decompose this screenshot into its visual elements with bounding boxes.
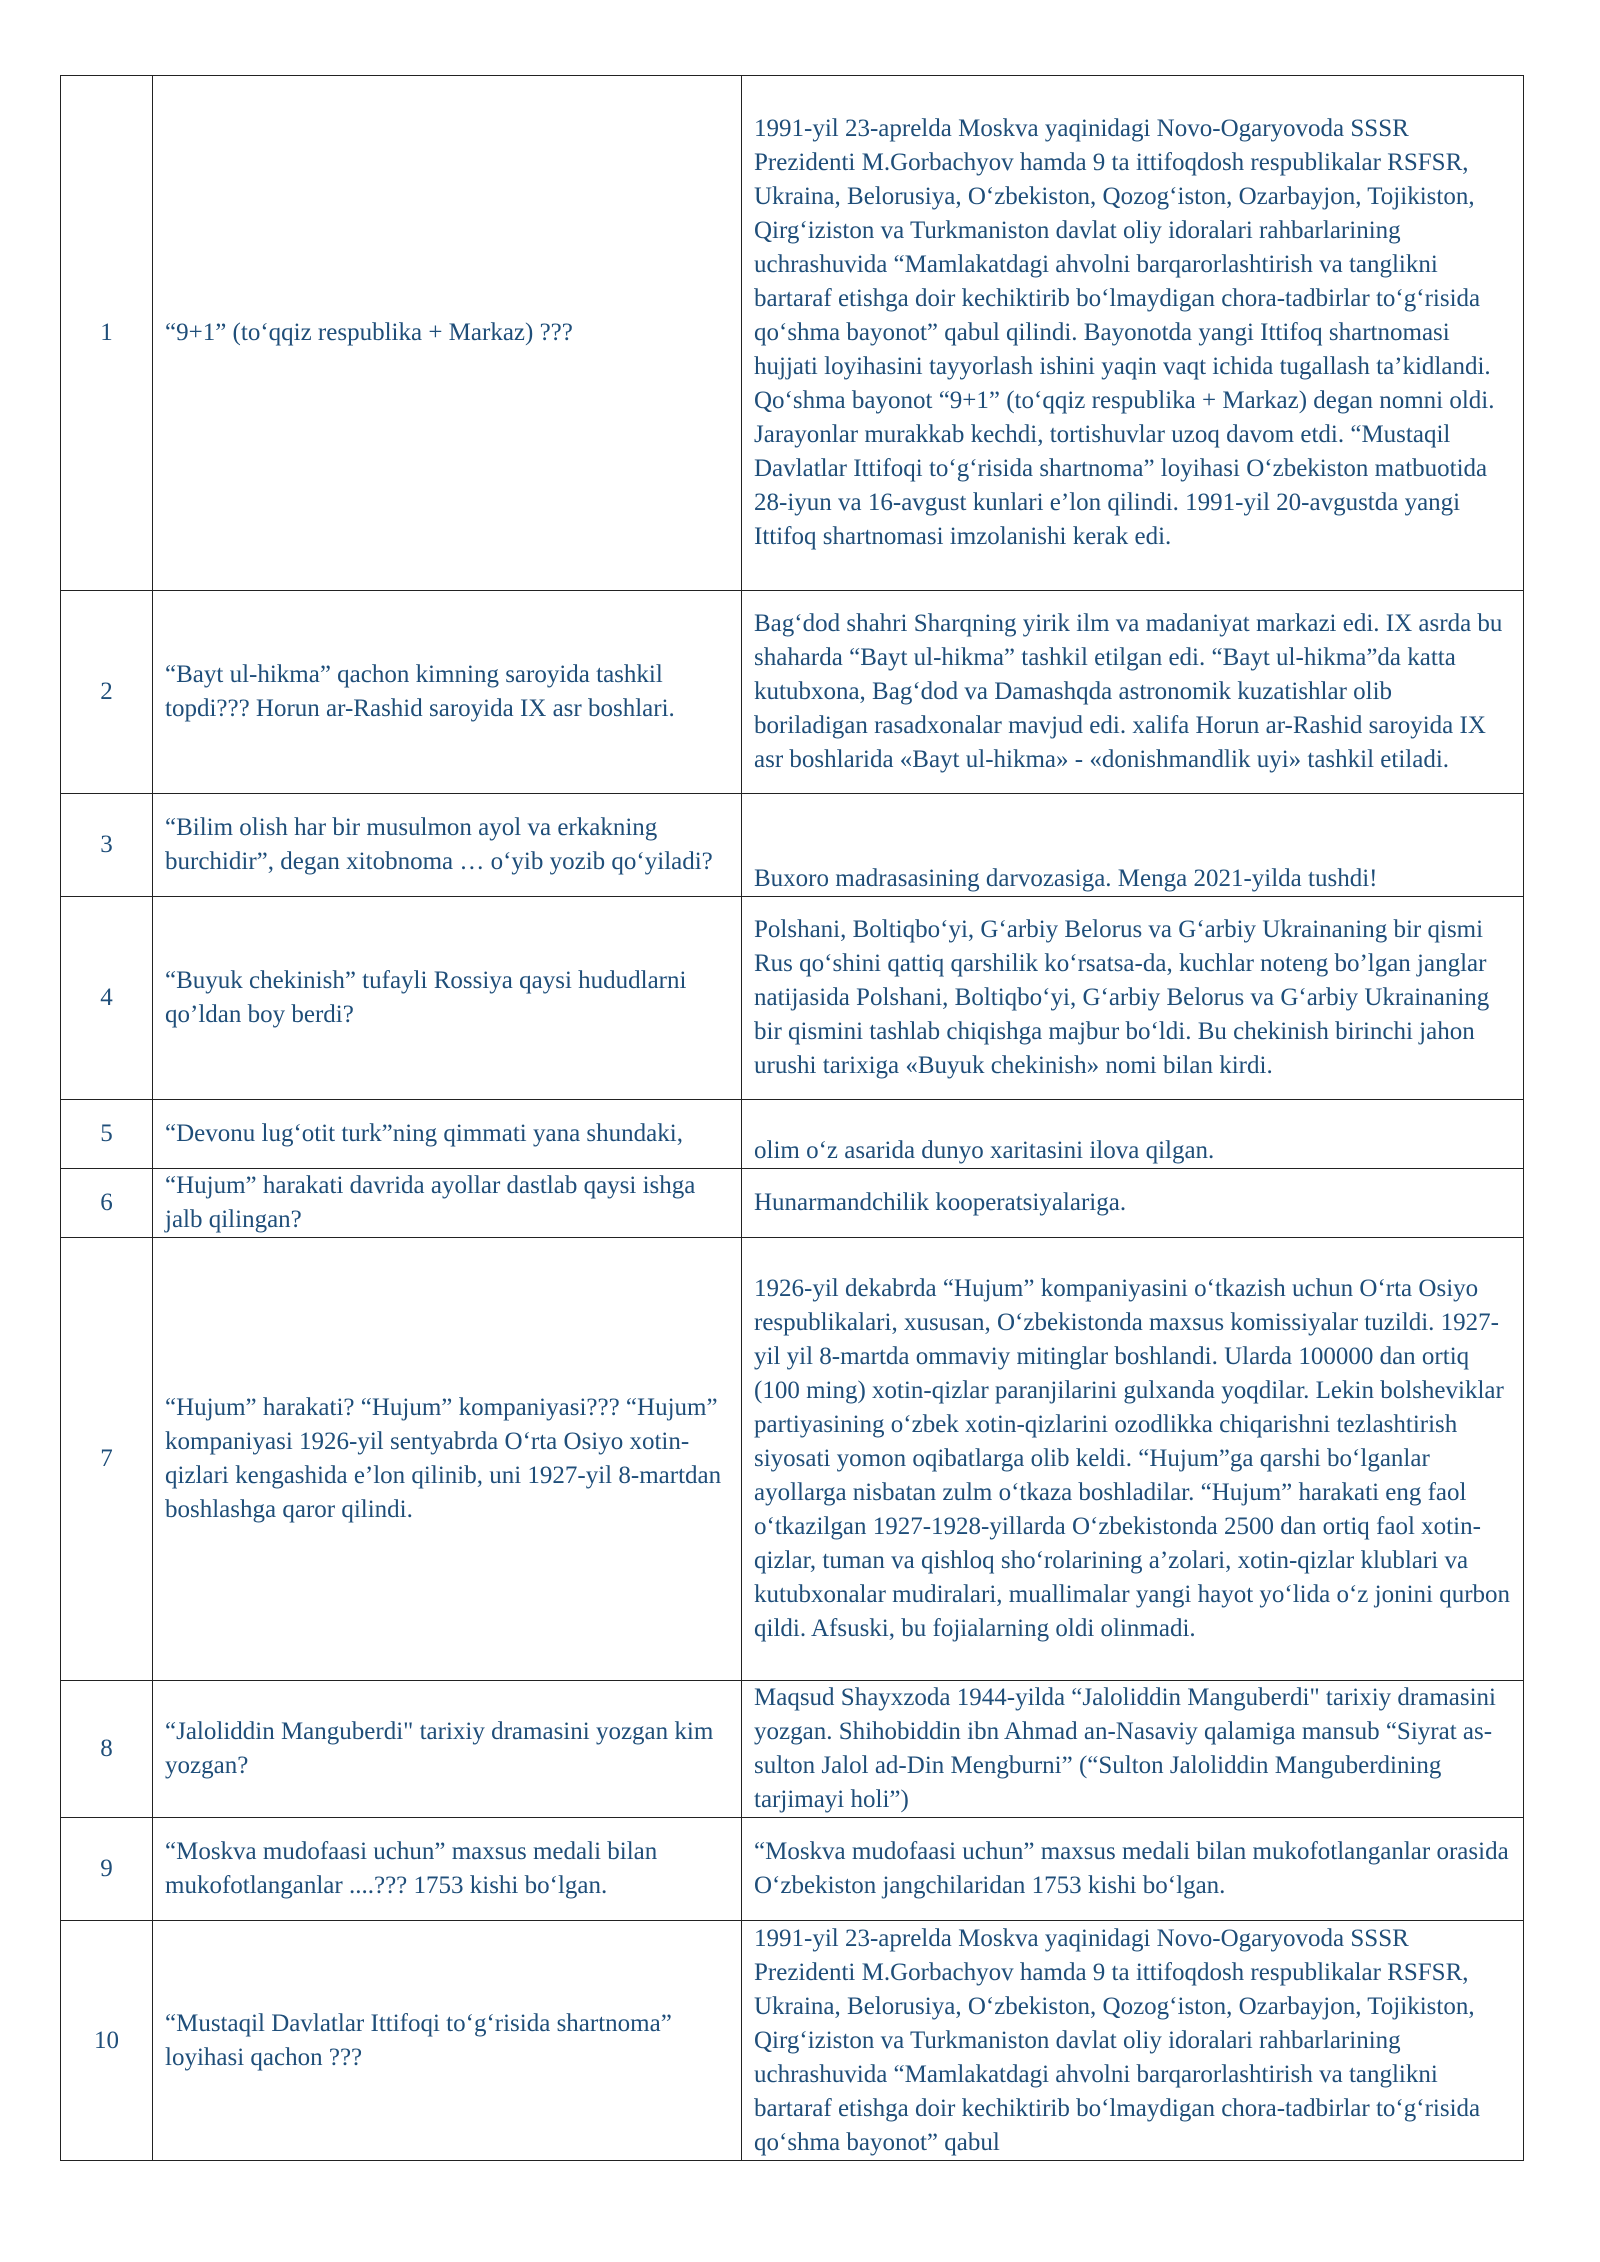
table-row: [61, 1169, 1524, 1238]
table-row: [61, 1921, 1524, 2161]
document-page: [60, 75, 1523, 2161]
answer-cell: 1991-yil 23-aprelda Moskva yaqinidagi Novo-Ogaryovoda SSSR Prezidenti M.Gorbachyov hamda 9 ta ittifoqdosh respublikalar RSFSR, Ukraina, Belorusiya, O‘zbekiston, Qozog‘iston, Ozarbayjon, Tojikiston, Qirg‘iziston va Turkmaniston davlat oliy idoralari rahbarlarining uchrashuvida “Mamlakatdagi ahvolni barqarorlashtirish va tanglikni bartaraf etishga doir kechiktirib bo‘lmaydigan chora-tadbirlar to‘g‘risida qo‘shma bayonot” qabul qilindi. Bayonotda yangi Ittifoq shartnomasi hujjati loyihasini tayyorlash ishini yaqin vaqt ichida tugallash ta’kidlandi. Qo‘shma bayonot “9+1” (to‘qqiz respublika + Markaz) degan nomni oldi. Jarayonlar murakkab kechdi, tortishuvlar uzoq davom etdi. “Mustaqil Davlatlar Ittifoqi to‘g‘risida shartnoma” loyihasi O‘zbekiston matbuotida 28-iyun va 16-avgust kunlari e’lon qilindi. 1991-yil 20-avgustda yangi Ittifoq shartnomasi imzolanishi kerak edi.: [742, 76, 1524, 591]
question-cell: “Bilim olish har bir musulmon ayol va erkakning burchidir”, degan xitobnoma … o‘yib yozib qo‘yiladi?: [153, 794, 742, 897]
answer-cell: Polshani, Boltiqbo‘yi, G‘arbiy Belorus va G‘arbiy Ukrainaning bir qismi Rus qo‘shini qattiq qarshilik ko‘rsatsa-da, kuchlar noteng bo’lgan janglar natijasida Polshani, Boltiqbo‘yi, G‘arbiy Belorus va G‘arbiy Ukrainaning bir qismini tashlab chiqishga majbur bo‘ldi. Bu chekinish birinchi jahon urushi tarixiga «Buyuk chekinish» nomi bilan kirdi.: [742, 897, 1524, 1100]
row-number: 10: [61, 1921, 153, 2161]
question-cell: “Mustaqil Davlatlar Ittifoqi to‘g‘risida shartnoma” loyihasi qachon ???: [153, 1921, 742, 2161]
table-row: [61, 1681, 1524, 1818]
table-row: [61, 591, 1524, 794]
qa-table: [60, 75, 1524, 2161]
table-row: [61, 794, 1524, 897]
question-cell: “Hujum” harakati davrida ayollar dastlab qaysi ishga jalb qilingan?: [153, 1169, 742, 1238]
answer-cell: Buxoro madrasasining darvozasiga. Menga 2021-yilda tushdi!: [742, 794, 1524, 897]
row-number: 8: [61, 1681, 153, 1818]
question-cell: “Jaloliddin Manguberdi" tarixiy dramasini yozgan kim yozgan?: [153, 1681, 742, 1818]
table-row: [61, 76, 1524, 591]
answer-cell: “Moskva mudofaasi uchun” maxsus medali bilan mukofotlanganlar orasida O‘zbekiston jangchilaridan 1753 kishi bo‘lgan.: [742, 1818, 1524, 1921]
question-cell: “Buyuk chekinish” tufayli Rossiya qaysi hududlarni qo’ldan boy berdi?: [153, 897, 742, 1100]
answer-cell: Bag‘dod shahri Sharqning yirik ilm va madaniyat markazi edi. IX asrda bu shaharda “Bayt ul-hikma” tashkil etilgan edi. “Bayt ul-hikma”da katta kutubxona, Bag‘dod va Damashqda astronomik kuzatishlar olib boriladigan rasadxonalar mavjud edi. xalifa Horun ar-Rashid saroyida IX asr boshlarida «Bayt ul-hikma» - «donishmandlik uyi» tashkil etiladi.: [742, 591, 1524, 794]
row-number: 7: [61, 1238, 153, 1681]
table-row: [61, 1100, 1524, 1169]
answer-cell: Maqsud Shayxzoda 1944-yilda “Jaloliddin Manguberdi" tarixiy dramasini yozgan. Shihobiddin ibn Ahmad an-Nasaviy qalamiga mansub “Siyrat as-sulton Jalol ad-Din Mengburni” (“Sulton Jaloliddin Manguberdining tarjimayi holi”): [742, 1681, 1524, 1818]
question-cell: “Devonu lug‘otit turk”ning qimmati yana shundaki,: [153, 1100, 742, 1169]
row-number: 9: [61, 1818, 153, 1921]
table-row: [61, 1818, 1524, 1921]
answer-cell: Hunarmandchilik kooperatsiyalariga.: [742, 1169, 1524, 1238]
answer-cell: olim o‘z asarida dunyo xaritasini ilova qilgan.: [742, 1100, 1524, 1169]
row-number: 4: [61, 897, 153, 1100]
table-row: [61, 897, 1524, 1100]
answer-cell: 1991-yil 23-aprelda Moskva yaqinidagi Novo-Ogaryovoda SSSR Prezidenti M.Gorbachyov hamda 9 ta ittifoqdosh respublikalar RSFSR, Ukraina, Belorusiya, O‘zbekiston, Qozog‘iston, Ozarbayjon, Tojikiston, Qirg‘iziston va Turkmaniston davlat oliy idoralari rahbarlarining uchrashuvida “Mamlakatdagi ahvolni barqarorlashtirish va tanglikni bartaraf etishga doir kechiktirib bo‘lmaydigan chora-tadbirlar to‘g‘risida qo‘shma bayonot” qabul: [742, 1921, 1524, 2161]
question-cell: “Hujum” harakati? “Hujum” kompaniyasi??? “Hujum” kompaniyasi 1926-yil sentyabrda O‘rta Osiyo xotin-qizlari kengashida e’lon qilinib, uni 1927-yil 8-martdan boshlashga qaror qilindi.: [153, 1238, 742, 1681]
row-number: 5: [61, 1100, 153, 1169]
question-cell: “Bayt ul-hikma” qachon kimning saroyida tashkil topdi??? Horun ar-Rashid saroyida IX asr boshlari.: [153, 591, 742, 794]
question-cell: “Moskva mudofaasi uchun” maxsus medali bilan mukofotlanganlar ....??? 1753 kishi bo‘lgan.: [153, 1818, 742, 1921]
question-cell: “9+1” (to‘qqiz respublika + Markaz) ???: [153, 76, 742, 591]
row-number: 1: [61, 76, 153, 591]
table-row: [61, 1238, 1524, 1681]
row-number: 6: [61, 1169, 153, 1238]
row-number: 3: [61, 794, 153, 897]
row-number: 2: [61, 591, 153, 794]
answer-cell: 1926-yil dekabrda “Hujum” kompaniyasini o‘tkazish uchun O‘rta Osiyo respublikalari, xususan, O‘zbekistonda maxsus komissiyalar tuzildi. 1927-yil yil 8-martda ommaviy mitinglar boshlandi. Ularda 100000 dan ortiq (100 ming) xotin-qizlar paranjilarini gulxanda yoqdilar. Lekin bolsheviklar partiyasining o‘zbek xotin-qizlarini ozodlikka chiqarishni tezlashtirish siyosati yomon oqibatlarga olib keldi. “Hujum”ga qarshi bo‘lganlar ayollarga nisbatan zulm o‘tkaza boshladilar. “Hujum” harakati eng faol o‘tkazilgan 1927-1928-yillarda O‘zbekistonda 2500 dan ortiq faol xotin-qizlar, tuman va qishloq sho‘rolarining a’zolari, xotin-qizlar klublari va kutubxonalar mudiralari, muallimalar yangi hayot yo‘lida o‘z jonini qurbon qildi. Afsuski, bu fojialarning oldi olinmadi.: [742, 1238, 1524, 1681]
